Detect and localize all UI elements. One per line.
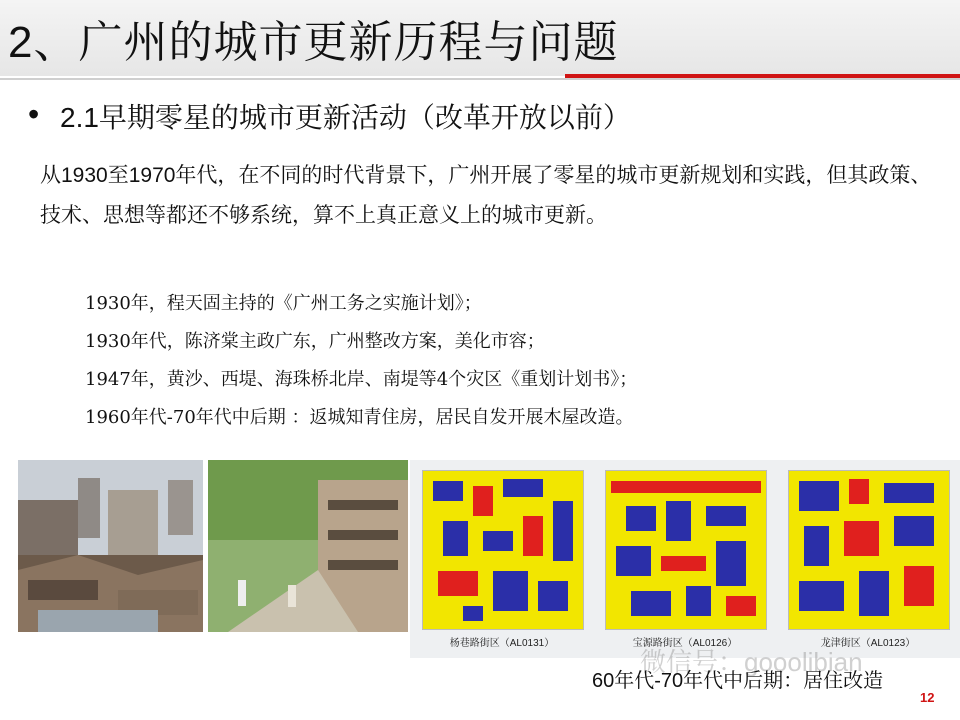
map-label: 杨巷路街区（AL0131） [449, 638, 555, 649]
timeline-item: 1930年代，陈济棠主政广东，广州整改方案，美化市容； [85, 331, 545, 352]
title-bar [0, 0, 960, 76]
block-maps-panel [410, 460, 960, 658]
timeline-item: 1960年代-70年代中后期 ：返城知青住房，居民自发开展木屋改造。 [85, 407, 634, 428]
bullet-icon: • [28, 96, 40, 132]
block-map [422, 470, 584, 630]
block-map [605, 470, 767, 630]
block-map [788, 470, 950, 630]
housing-photo [18, 460, 203, 632]
timeline-item: 1947年，黄沙、西堤、海珠桥北岸、南堤等4个灾区《重划计划书》； [85, 369, 638, 390]
timeline-item: 1930年，程天固主持的《广州工务之实施计划》； [85, 293, 482, 314]
slide-title: 2、广州的城市更新历程与问题 [8, 18, 619, 67]
watermark: 微信号：gooolibian [640, 647, 863, 677]
intro-paragraph: 从1930至1970年代，在不同的时代背景下，广州开展了零星的城市更新规划和实践，但其政策、技术、思想等都还不够系统，算不上真正意义上的城市更新。 [40, 164, 932, 227]
map-label: 宝源路街区（AL0126） [632, 638, 738, 649]
image-caption: 60年代-70年代中后期：居住改造 [592, 670, 884, 692]
alley-photo [208, 460, 408, 632]
page-number: 12 [920, 690, 935, 705]
title-divider [0, 78, 960, 80]
timeline-list [85, 285, 637, 437]
section-subtitle: 2.1早期零星的城市更新活动（改革开放以前） [60, 102, 631, 133]
map-label: 龙津街区（AL0123） [820, 638, 916, 649]
